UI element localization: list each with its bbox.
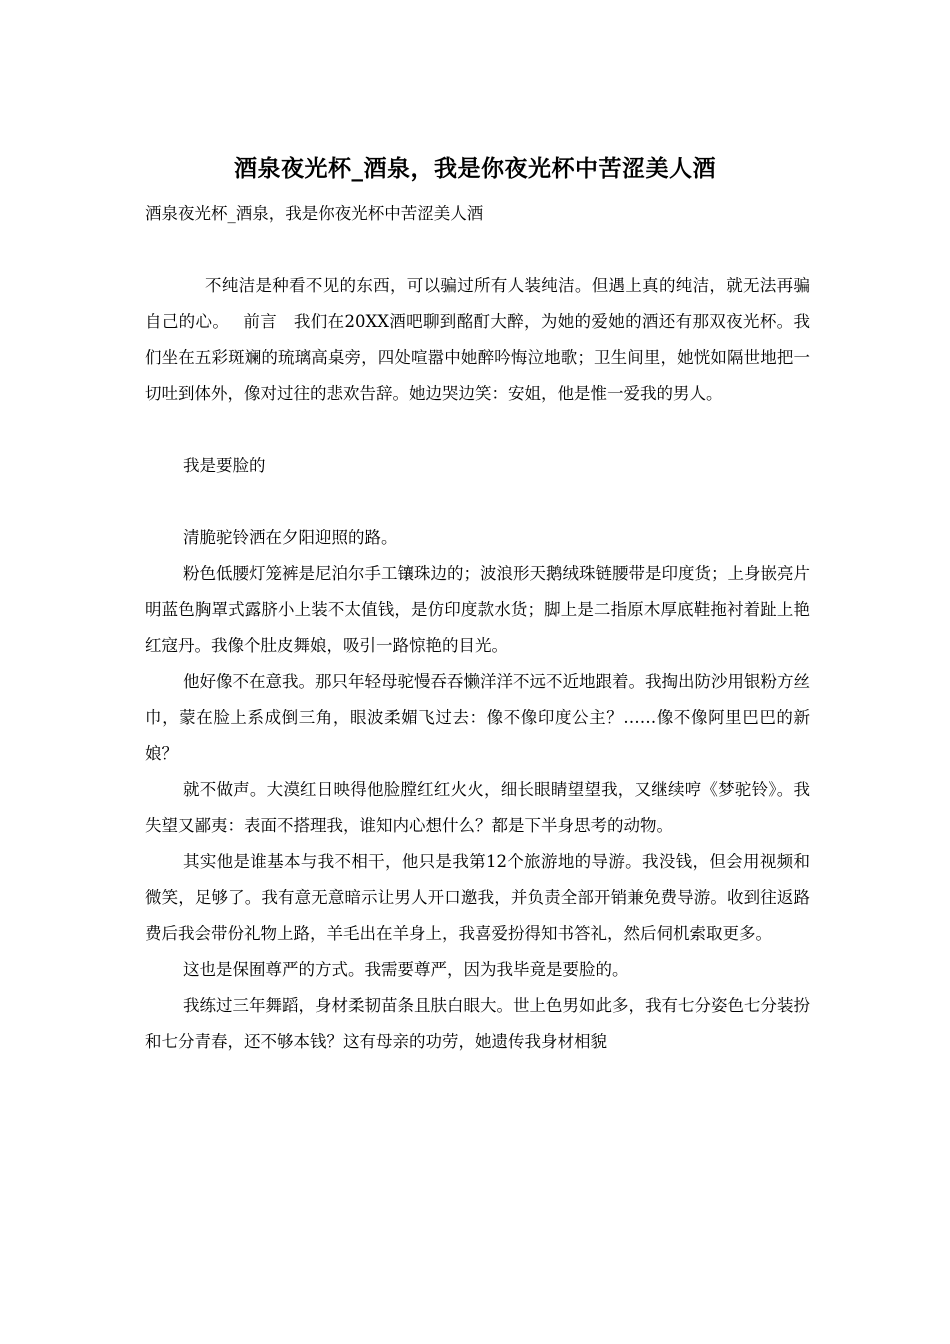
body-paragraph: 他好像不在意我。那只年轻母驼慢吞吞懒洋洋不远不近地跟着。我掏出防沙用银粉方丝巾，蒙在脸上系成倒三角，眼波柔媚飞过去：像不像印度公主？……像不像阿里巴巴的新娘？ xyxy=(145,672,810,763)
document-subtitle: 酒泉夜光杯_酒泉，我是你夜光杯中苦涩美人酒 xyxy=(145,204,484,223)
document-body xyxy=(145,196,810,1060)
document-title: 酒泉夜光杯_酒泉，我是你夜光杯中苦涩美人酒 xyxy=(234,155,716,182)
spacer xyxy=(145,232,810,268)
body-paragraph: 其实他是谁基本与我不相干，他只是我第12个旅游地的导游。我没钱，但会用视频和微笑，足够了。我有意无意暗示让男人开口邀我，并负责全部开销兼免费导游。收到往返路费后我会带份礼物上路，羊毛出在羊身上，我喜爱扮得知书答礼，然后伺机索取更多。 xyxy=(145,852,810,943)
body-paragraph: 就不做声。大漠红日映得他脸膛红红火火，细长眼睛望望我，又继续哼《梦驼铃》。我失望又鄙夷：表面不搭理我，谁知内心想什么？都是下半身思考的动物。 xyxy=(145,780,810,835)
spacer xyxy=(145,412,810,448)
spacer xyxy=(145,484,810,520)
preface-paragraph: 不纯洁是种看不见的东西，可以骗过所有人装纯洁。但遇上真的纯洁，就无法再骗自己的心。 前言 我们在20XX酒吧聊到酩酊大醉，为她的爱她的酒还有那双夜光杯。我们坐在五彩斑斓的琉璃高桌旁，四处喧嚣中她醉吟悔泣地歌；卫生间里，她恍如隔世地把一切吐到体外，像对过往的悲欢告辞。她边哭边笑：安姐，他是惟一爱我的男人。 xyxy=(145,276,810,403)
body-paragraph: 我练过三年舞蹈，身材柔韧苗条且肤白眼大。世上色男如此多，我有七分姿色七分装扮和七分青春，还不够本钱？这有母亲的功劳，她遗传我身材相貌 xyxy=(145,996,810,1051)
body-paragraph: 这也是保囿尊严的方式。我需要尊严，因为我毕竟是要脸的。 xyxy=(183,960,629,979)
body-paragraph: 粉色低腰灯笼裤是尼泊尔手工镶珠边的；波浪形天鹅绒珠链腰带是印度货；上身嵌亮片明蓝色胸罩式露脐小上装不太值钱，是仿印度款水货；脚上是二指原木厚底鞋拖衬着趾上艳红寇丹。我像个肚皮舞娘，吸引一路惊艳的目光。 xyxy=(145,564,810,655)
section-heading: 我是要脸的 xyxy=(183,456,266,475)
body-paragraph: 清脆驼铃洒在夕阳迎照的路。 xyxy=(183,528,398,547)
